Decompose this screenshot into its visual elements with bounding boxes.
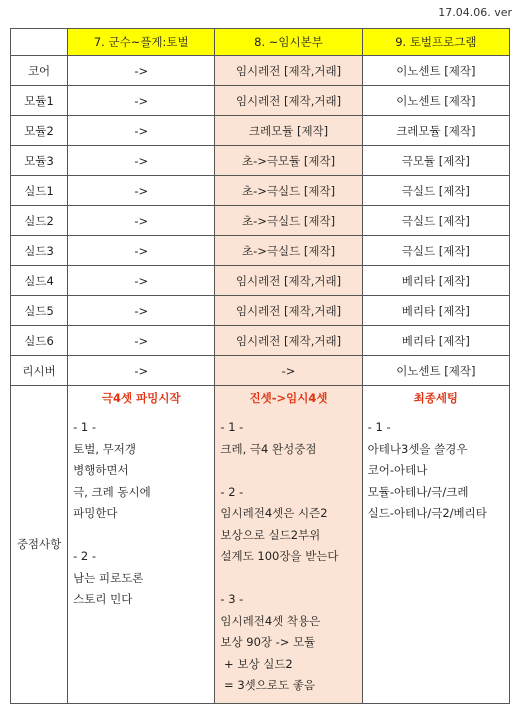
cell-stage-7: -> — [68, 326, 215, 356]
cell-stage-9: 극실드 [제작] — [362, 176, 509, 206]
cell-stage-7: -> — [68, 356, 215, 386]
row-label: 실드5 — [11, 296, 68, 326]
table-row — [11, 266, 510, 296]
row-label: 리시버 — [11, 356, 68, 386]
cell-stage-7: -> — [68, 146, 215, 176]
notes-body: - 1 - 토벌, 무저갱 병행하면서 극, 크레 동시에 파밍한다 - 2 - 남는 피로도론 스토리 민다 — [73, 420, 151, 606]
table-row — [11, 86, 510, 116]
table-row — [11, 326, 510, 356]
notes-stage-7 — [68, 386, 215, 704]
row-label: 실드4 — [11, 266, 68, 296]
table-row — [11, 206, 510, 236]
notes-title: 극4셋 파밍시작 — [101, 391, 181, 405]
row-label: 모듈3 — [11, 146, 68, 176]
notes-title: 최종세팅 — [413, 391, 459, 405]
cell-stage-9: 이노센트 [제작] — [362, 356, 509, 386]
notes-stage-9 — [362, 386, 509, 704]
notes-body: - 1 - 아테나3셋을 쓸경우 코어-아테나 모듈-아테나/극/크레 실드-아테나/극2/베리타 — [367, 420, 487, 520]
cell-stage-8: 임시레전 [제작,거래] — [215, 86, 362, 116]
header-stage-7: 7. 군수~플게:토벌 — [68, 29, 215, 56]
cell-stage-7: -> — [68, 176, 215, 206]
notes-row — [11, 386, 510, 704]
row-label: 실드3 — [11, 236, 68, 266]
cell-stage-9: 이노센트 [제작] — [362, 86, 509, 116]
cell-stage-9: 이노센트 [제작] — [362, 56, 509, 86]
row-label: 모듈2 — [11, 116, 68, 146]
table-row — [11, 176, 510, 206]
cell-stage-9: 베리타 [제작] — [362, 266, 509, 296]
cell-stage-7: -> — [68, 86, 215, 116]
cell-stage-9: 극실드 [제작] — [362, 236, 509, 266]
header-stage-8: 8. ~임시본부 — [215, 29, 362, 56]
cell-stage-8: 임시레전 [제작,거래] — [215, 296, 362, 326]
cell-stage-7: -> — [68, 206, 215, 236]
cell-stage-9: 극실드 [제작] — [362, 206, 509, 236]
row-label: 모듈1 — [11, 86, 68, 116]
corner-cell — [11, 29, 68, 56]
cell-stage-7: -> — [68, 236, 215, 266]
header-row — [11, 29, 510, 56]
cell-stage-8: 크레모듈 [제작] — [215, 116, 362, 146]
cell-stage-8: 임시레전 [제작,거래] — [215, 56, 362, 86]
version-label: 17.04.06. ver — [438, 6, 512, 19]
cell-stage-8: 초->극모듈 [제작] — [215, 146, 362, 176]
header-stage-9: 9. 토벌프로그램 — [362, 29, 509, 56]
cell-stage-9: 베리타 [제작] — [362, 296, 509, 326]
cell-stage-8: 초->극실드 [제작] — [215, 206, 362, 236]
cell-stage-9: 극모듈 [제작] — [362, 146, 509, 176]
row-label: 실드2 — [11, 206, 68, 236]
notes-stage-8 — [215, 386, 362, 704]
table-row — [11, 356, 510, 386]
table-row — [11, 236, 510, 266]
table-row — [11, 116, 510, 146]
table-row — [11, 296, 510, 326]
equipment-plan-table — [10, 28, 510, 704]
row-label: 실드1 — [11, 176, 68, 206]
notes-title: 진셋->임시4셋 — [249, 391, 328, 405]
cell-stage-8: 초->극실드 [제작] — [215, 236, 362, 266]
cell-stage-9: 크레모듈 [제작] — [362, 116, 509, 146]
table-row — [11, 56, 510, 86]
cell-stage-7: -> — [68, 266, 215, 296]
cell-stage-8: 임시레전 [제작,거래] — [215, 326, 362, 356]
cell-stage-8: 초->극실드 [제작] — [215, 176, 362, 206]
table-row — [11, 146, 510, 176]
row-label: 실드6 — [11, 326, 68, 356]
notes-label: 중점사항 — [11, 386, 68, 704]
cell-stage-7: -> — [68, 296, 215, 326]
cell-stage-8: 임시레전 [제작,거래] — [215, 266, 362, 296]
notes-body: - 1 - 크레, 극4 완성중점 - 2 - 임시레전4셋은 시즌2 보상으로 실드2부위 설계도 100장을 받는다 - 3 - 임시레전4셋 착용은 보상 90장 -> 모듈 + 보상 실드2 = 3셋으로도 좋음 — [220, 420, 339, 692]
cell-stage-9: 베리타 [제작] — [362, 326, 509, 356]
row-label: 코어 — [11, 56, 68, 86]
cell-stage-7: -> — [68, 56, 215, 86]
cell-stage-8: -> — [215, 356, 362, 386]
cell-stage-7: -> — [68, 116, 215, 146]
